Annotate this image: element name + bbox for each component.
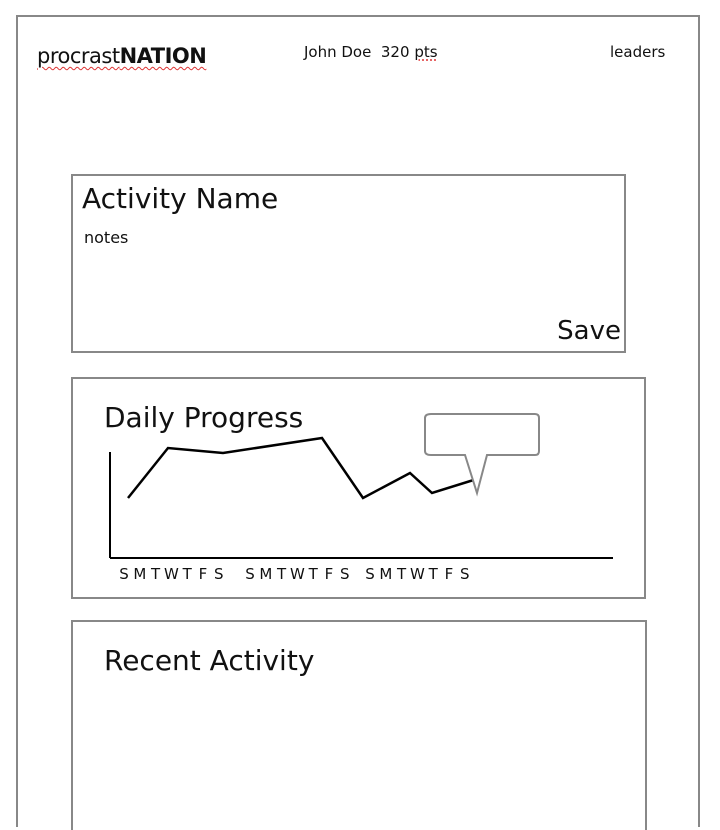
x-tick-label: F — [198, 565, 208, 583]
user-points: 320 — [380, 43, 410, 61]
leaders-link[interactable]: leaders — [610, 43, 666, 61]
x-tick-label: S — [214, 565, 224, 583]
save-button[interactable]: Save — [557, 316, 621, 346]
user-name: John Doe — [304, 43, 372, 61]
x-tick-label: T — [277, 565, 287, 583]
top-nav — [0, 0, 720, 80]
logo-suffix: NATION — [119, 44, 207, 68]
x-tick-label: S — [340, 565, 350, 583]
x-tick-label: M — [379, 565, 393, 583]
logo-prefix: procrast — [37, 44, 120, 68]
callout-bubble — [425, 414, 539, 493]
x-tick-label: S — [365, 565, 375, 583]
progress-title: Daily Progress — [104, 401, 304, 434]
recent-title: Recent Activity — [104, 644, 315, 677]
daily-progress-card — [71, 377, 646, 599]
x-tick-label: W — [409, 565, 425, 583]
chart-axes — [110, 452, 613, 558]
x-tick-label: W — [163, 565, 179, 583]
chart-ticks — [119, 565, 469, 583]
x-tick-label: T — [428, 565, 438, 583]
x-tick-label: S — [245, 565, 255, 583]
x-tick-label: M — [133, 565, 147, 583]
x-tick-label: T — [397, 565, 407, 583]
activity-notes[interactable]: notes — [84, 228, 129, 247]
progress-chart — [73, 379, 648, 601]
x-tick-label: W — [289, 565, 305, 583]
app-logo[interactable] — [37, 44, 206, 68]
activity-card — [71, 174, 626, 353]
points-unit: pts — [414, 43, 438, 61]
recent-activity-card — [71, 620, 647, 830]
x-tick-label: M — [259, 565, 273, 583]
x-tick-label: S — [460, 565, 470, 583]
activity-name[interactable]: Activity Name — [82, 182, 279, 215]
x-tick-label: F — [324, 565, 334, 583]
x-tick-label: T — [182, 565, 192, 583]
user-summary — [304, 43, 438, 61]
x-tick-label: T — [308, 565, 318, 583]
chart-callout — [425, 414, 539, 493]
x-tick-label: T — [151, 565, 161, 583]
x-tick-label: S — [119, 565, 129, 583]
x-tick-label: F — [444, 565, 454, 583]
